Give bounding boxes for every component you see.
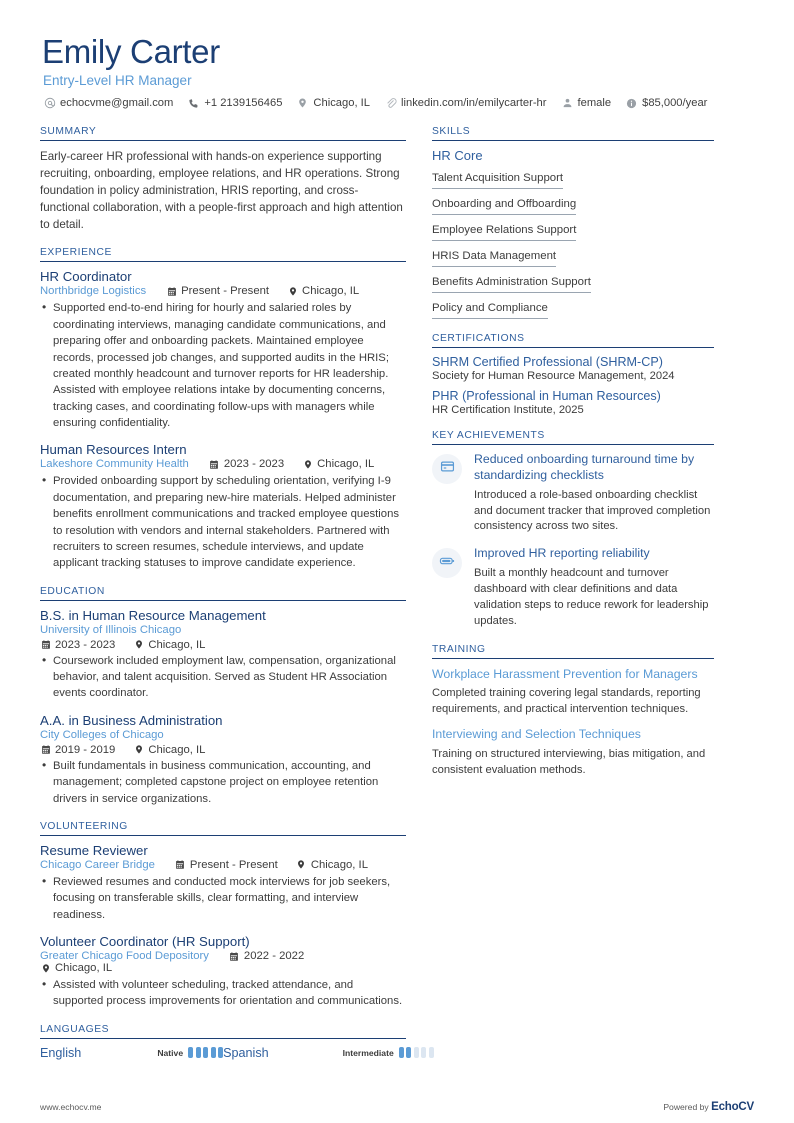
achievement-item — [432, 546, 714, 630]
footer-url[interactable]: www.echocv.me — [40, 1102, 102, 1112]
footer-brand — [663, 1101, 754, 1113]
education-list — [40, 608, 406, 807]
entry-title: Volunteer Coordinator (HR Support) — [40, 934, 250, 950]
training-description: Training on structured interviewing, bias mitigation, and consistent evaluation methods. — [432, 747, 706, 776]
entry-bullets — [40, 758, 406, 807]
skill-group-title: HR Core — [432, 147, 483, 163]
section-title-languages: LANGUAGES — [40, 1023, 110, 1035]
entry-bullets — [40, 473, 406, 571]
level-dot — [196, 1047, 201, 1058]
entry-title: B.S. in Human Resource Management — [40, 607, 266, 623]
certification-issuer: HR Certification Institute, 2025 — [432, 403, 584, 416]
section-skills — [432, 126, 714, 319]
link-icon — [384, 97, 397, 110]
brand-name: EchoCV — [711, 1101, 754, 1113]
resume-header — [40, 34, 754, 110]
section-divider — [432, 347, 714, 348]
entry-location — [133, 639, 205, 651]
page-footer — [40, 1101, 754, 1113]
language-level-label: Native — [157, 1047, 184, 1058]
calendar-icon — [40, 744, 51, 755]
entry-dates — [166, 285, 269, 297]
skills-list — [432, 168, 714, 319]
section-education — [40, 586, 406, 807]
contact-text: female — [577, 97, 612, 110]
calendar-icon — [40, 639, 51, 650]
section-divider — [432, 658, 714, 659]
calendar-icon — [166, 286, 177, 297]
section-summary — [40, 126, 406, 234]
pin-icon — [287, 286, 298, 297]
bullet-item: • Provided onboarding support by scheduling orientation, verifying I-9 documentation, and preparing new-hire materials. Helped administer benefits enrollment communications and tracked employee questions to resolution with vendors and internal stakeholders. Partnered with recruiters to screen resumes, schedule interviews, and update applicant tracking statuses to improve candidate experience. — [53, 473, 406, 571]
entry-bullets — [40, 300, 406, 431]
achievement-item — [432, 452, 714, 536]
certification-name: PHR (Professional in Human Resources) — [432, 388, 661, 403]
achievement-icon-badge — [432, 454, 462, 484]
credit-card-icon — [440, 459, 455, 479]
entry-title: HR Coordinator — [40, 269, 132, 285]
entry-org-row — [40, 624, 406, 636]
location-icon — [296, 97, 309, 110]
calendar-icon — [175, 859, 186, 870]
pin-icon — [40, 963, 51, 974]
entry-bullets — [40, 653, 406, 702]
entry-meta-row — [40, 639, 406, 651]
certification-item — [432, 355, 714, 382]
contact-item-location[interactable] — [296, 97, 370, 110]
entry-title: Human Resources Intern — [40, 442, 187, 458]
experience-entry — [40, 442, 406, 571]
contact-item-person[interactable] — [561, 97, 612, 110]
certification-item — [432, 389, 714, 416]
entry-organization: University of Illinois Chicago — [40, 623, 182, 636]
level-dot — [211, 1047, 216, 1058]
volunteering-entry — [40, 843, 406, 923]
bullet-item: • Coursework included employment law, compensation, organizational behavior, and talent acquisition. Served as Student HR Association events coordinator. — [53, 653, 406, 702]
pin-icon — [133, 744, 144, 755]
entry-org-row — [40, 729, 406, 741]
section-key-achievements — [432, 430, 714, 630]
level-dot — [414, 1047, 419, 1058]
entry-organization: Greater Chicago Food Depository — [40, 950, 209, 963]
skill-item — [432, 272, 714, 293]
level-dot — [429, 1047, 434, 1058]
education-entry — [40, 608, 406, 702]
entry-title: A.A. in Business Administration — [40, 712, 223, 728]
training-list — [432, 666, 714, 778]
right-column — [432, 126, 714, 792]
language-name: English — [40, 1045, 82, 1060]
phone-icon — [187, 97, 200, 110]
contact-item-email[interactable] — [43, 97, 173, 110]
skill-name: HRIS Data Management — [432, 250, 556, 267]
training-title: Interviewing and Selection Techniques — [432, 727, 641, 742]
section-experience — [40, 247, 406, 571]
entry-location-text: Chicago, IL — [317, 458, 375, 471]
training-item — [432, 726, 714, 777]
language-item — [40, 1046, 223, 1060]
bullet-item: • Supported end-to-end hiring for hourly and salaried roles by coordinating interviews, managing candidate communications, and preparing offer and onboarding packets. Maintained employee records, processed job changes, and supported audits in the HRIS; created monthly headcount and turnover reports for HR leadership. Assisted with employee relations intake by documenting concerns, tracking cases, and coordinating follow-ups with managers while ensuring confidentiality. — [53, 300, 406, 431]
experience-list — [40, 269, 406, 571]
level-dot — [406, 1047, 411, 1058]
contact-text: echocvme@gmail.com — [60, 97, 174, 110]
section-languages — [40, 1024, 406, 1060]
skill-name: Policy and Compliance — [432, 302, 548, 319]
contact-text: +1 2139156465 — [204, 97, 283, 110]
entry-location-text: Chicago, IL — [302, 285, 360, 298]
certifications-list — [432, 355, 714, 416]
entry-dates — [40, 744, 115, 756]
pin-icon — [133, 639, 144, 650]
language-item — [223, 1046, 434, 1060]
candidate-role: Entry-Level HR Manager — [43, 72, 192, 88]
powered-by-label: Powered by — [663, 1102, 709, 1112]
entry-dates — [175, 859, 278, 871]
contact-item-phone[interactable] — [187, 97, 282, 110]
entry-location — [302, 458, 374, 470]
section-title-key-achievements: KEY ACHIEVEMENTS — [432, 429, 545, 441]
skill-item — [432, 220, 714, 241]
battery-icon — [439, 553, 455, 574]
skill-name: Talent Acquisition Support — [432, 172, 563, 189]
section-title-experience: EXPERIENCE — [40, 247, 112, 259]
entry-organization: Northbridge Logistics — [40, 285, 147, 298]
entry-meta-row — [40, 950, 406, 974]
entry-dates — [229, 950, 304, 962]
contact-item-link[interactable] — [384, 97, 546, 110]
certification-issuer: Society for Human Resource Management, 2024 — [432, 369, 675, 382]
entry-dates-text: 2023 - 2023 — [223, 458, 285, 471]
entry-location-text: Chicago, IL — [148, 638, 206, 651]
email-icon — [43, 97, 56, 110]
achievement-title: Reduced onboarding turnaround time by standardizing checklists — [474, 451, 695, 482]
contact-row — [43, 97, 754, 110]
skill-item — [432, 194, 714, 215]
section-title-certifications: CERTIFICATIONS — [432, 332, 525, 344]
skill-item — [432, 168, 714, 189]
entry-organization: City Colleges of Chicago — [40, 728, 164, 741]
education-entry — [40, 713, 406, 807]
entry-dates-text: 2023 - 2023 — [55, 638, 116, 651]
contact-item-info[interactable] — [625, 97, 707, 110]
left-column — [40, 126, 432, 1074]
entry-location — [296, 859, 368, 871]
entry-meta-row — [40, 859, 406, 871]
candidate-name: Emily Carter — [42, 33, 220, 70]
language-level-label: Intermediate — [342, 1047, 394, 1058]
section-divider — [40, 835, 406, 836]
volunteering-entry — [40, 934, 406, 1010]
pin-icon — [302, 459, 313, 470]
language-level-meter — [188, 1047, 223, 1058]
bullet-item: • Assisted with volunteer scheduling, tracked attendance, and supported process improvements for orientation and communications. — [53, 977, 406, 1010]
training-description: Completed training covering legal standards, reporting requirements, and practical intervention techniques. — [432, 687, 701, 716]
entry-title: Resume Reviewer — [40, 842, 148, 858]
section-title-summary: SUMMARY — [40, 125, 97, 137]
info-icon — [625, 97, 638, 110]
skill-item — [432, 298, 714, 319]
bullet-item: • Reviewed resumes and conducted mock interviews for job seekers, focusing on transferable skills, clear formatting, and interview readiness. — [53, 874, 406, 923]
volunteering-list — [40, 843, 406, 1010]
section-divider — [40, 600, 406, 601]
section-title-skills: SKILLS — [432, 125, 471, 137]
language-level-meter — [399, 1047, 434, 1058]
contact-text: Chicago, IL — [313, 97, 371, 110]
achievement-description: Introduced a role-based onboarding checklist and document tracker that improved completion consistency across two sites. — [474, 488, 711, 533]
entry-organization: Lakeshore Community Health — [40, 458, 189, 471]
skill-name: Benefits Administration Support — [432, 276, 591, 293]
section-volunteering — [40, 821, 406, 1010]
achievement-body — [474, 452, 714, 536]
entry-bullets — [40, 874, 406, 923]
calendar-icon — [229, 951, 240, 962]
contact-text: linkedin.com/in/emilycarter-hr — [401, 97, 547, 110]
entry-location-text: Chicago, IL — [310, 858, 368, 871]
entry-meta-row — [40, 458, 406, 470]
pin-icon — [296, 859, 307, 870]
language-name: Spanish — [223, 1045, 269, 1060]
entry-location-text: Chicago, IL — [148, 743, 206, 756]
section-title-volunteering: VOLUNTEERING — [40, 820, 128, 832]
entry-dates-text: Present - Present — [189, 858, 278, 871]
section-divider — [40, 1038, 406, 1039]
skill-name: Onboarding and Offboarding — [432, 198, 576, 215]
person-icon — [561, 97, 574, 110]
entry-dates-text: 2019 - 2019 — [55, 743, 116, 756]
entry-location — [40, 962, 112, 974]
entry-location — [287, 285, 359, 297]
calendar-icon — [209, 459, 220, 470]
section-title-education: EDUCATION — [40, 585, 105, 597]
entry-dates — [40, 639, 115, 651]
training-item — [432, 666, 714, 717]
bullet-item: • Built fundamentals in business communication, accounting, and management; completed capstone project on employee retention drivers in service organizations. — [53, 758, 406, 807]
achievement-title: Improved HR reporting reliability — [474, 546, 650, 561]
entry-dates-text: 2022 - 2022 — [243, 950, 305, 963]
achievement-icon-badge — [432, 548, 462, 578]
languages-row — [40, 1046, 406, 1060]
training-title: Workplace Harassment Prevention for Managers — [432, 666, 698, 681]
section-training — [432, 644, 714, 778]
achievement-description: Built a monthly headcount and turnover dashboard with clear definitions and data validation steps to reduce rework for leadership updates. — [474, 567, 709, 628]
section-divider — [432, 140, 714, 141]
section-certifications — [432, 333, 714, 416]
entry-organization: Chicago Career Bridge — [40, 858, 155, 871]
skill-item — [432, 246, 714, 267]
level-dot — [203, 1047, 208, 1058]
experience-entry — [40, 269, 406, 431]
achievements-list — [432, 452, 714, 630]
skill-name: Employee Relations Support — [432, 224, 576, 241]
entry-location-text: Chicago, IL — [55, 962, 113, 975]
section-divider — [432, 444, 714, 445]
achievement-body — [474, 546, 714, 630]
level-dot — [421, 1047, 426, 1058]
level-dot — [188, 1047, 193, 1058]
entry-meta-row — [40, 744, 406, 756]
entry-location — [133, 744, 205, 756]
section-divider — [40, 261, 406, 262]
section-title-training: TRAINING — [432, 643, 486, 655]
entry-meta-row — [40, 285, 406, 297]
entry-bullets — [40, 977, 406, 1010]
certification-name: SHRM Certified Professional (SHRM-CP) — [432, 354, 663, 369]
entry-dates — [209, 458, 284, 470]
section-divider — [40, 140, 406, 141]
entry-dates-text: Present - Present — [181, 285, 270, 298]
contact-text: $85,000/year — [642, 97, 708, 110]
summary-text: Early-career HR professional with hands-on experience supporting recruiting, onboarding, employee relations, and HR operations. Strong foundation in policy administration, HRIS reporting, and cross-functional collaboration, with a people-first approach and high attention to detail. — [40, 149, 403, 232]
level-dot — [399, 1047, 404, 1058]
